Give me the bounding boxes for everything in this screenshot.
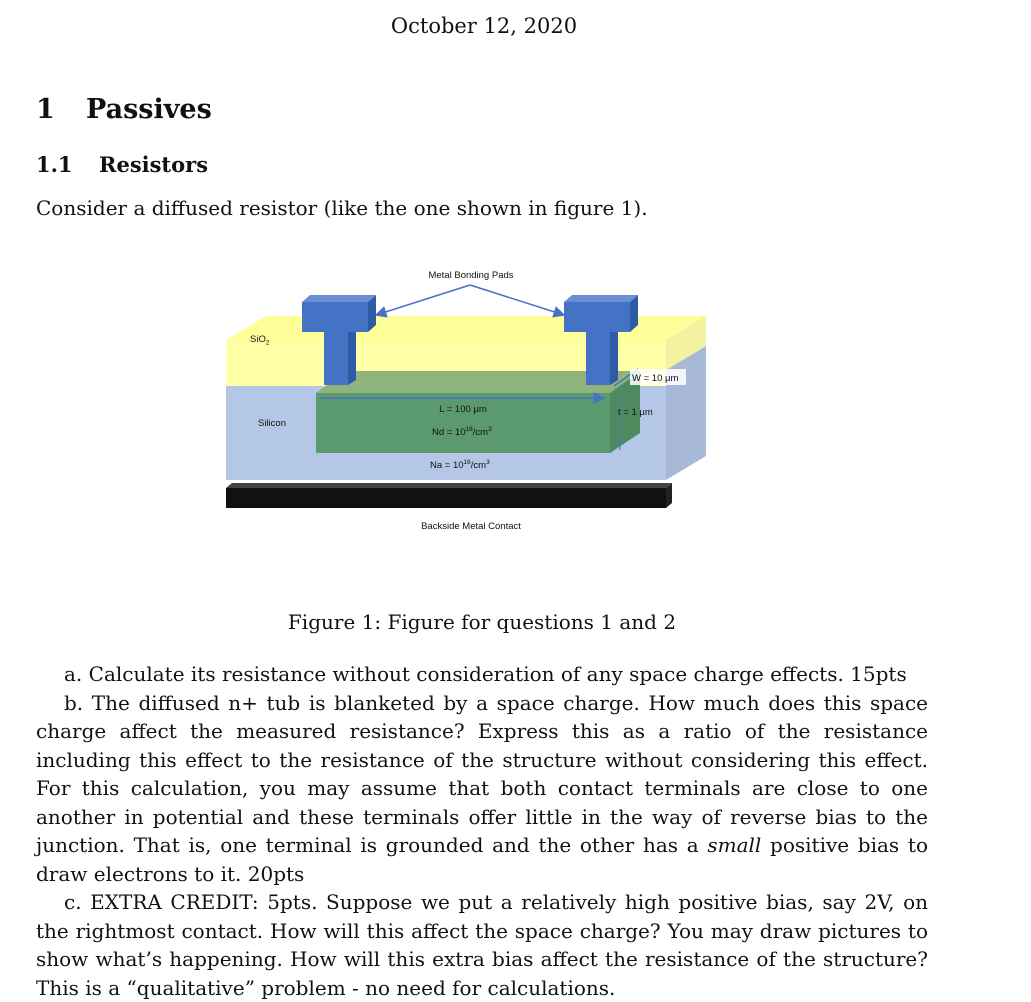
subsection-title: Resistors (99, 152, 209, 177)
backside-contact-label: Backside Metal Contact (421, 521, 521, 532)
thickness-label: t = 1 μm (618, 407, 653, 418)
tub-front-face (316, 393, 610, 453)
silicon-label: Silicon (258, 418, 286, 429)
right-pad-stem-side (610, 326, 618, 385)
question-c: c. EXTRA CREDIT: 5pts. Suppose we put a relatively high positive bias, say 2V, on the rightmost contact. How will this affect the space charge? You may draw pictures to show what’s happening. How will this extra bias affect the resistance of the structure? This is a “qualitative” problem - no need for calculations. (36, 890, 928, 1000)
intro-paragraph: Consider a diffused resistor (like the one shown in figure 1). (36, 196, 648, 220)
pad-arrow-left (376, 285, 470, 315)
pad-arrow-right (470, 285, 564, 315)
length-label: L = 100 μm (439, 404, 487, 415)
left-metal-pad (302, 302, 368, 332)
left-pad-stem (324, 332, 348, 385)
figure-caption: Figure 1: Figure for questions 1 and 2 (287, 610, 677, 634)
document-date: October 12, 2020 (390, 14, 578, 38)
width-label: W = 10 μm (632, 373, 679, 384)
right-metal-pad (564, 302, 630, 332)
subsection-number: 1.1 (36, 152, 73, 177)
backside-metal-contact (226, 488, 666, 508)
right-pad-top (564, 295, 638, 302)
question-b: b. The diffused n+ tub is blanketed by a space charge. How much does this space charge affect the measured resistance? Express this as a ratio of the resistance including this effect to the resistance of the structure without considering this effect. For this calculation, you may assume that both contact terminals are close to one another in potential and these terminals offer little in the way of reverse bias to the junction. That is, one terminal is grounded and the other has a small positive bias to draw electrons to it. 20pts (36, 690, 928, 886)
section-number: 1 (36, 94, 55, 125)
question-a: a. Calculate its resistance without consideration of any space charge effects. 15pts (64, 662, 907, 686)
na-label: $Na = 10^{16}/cm^3$ (430, 459, 490, 471)
right-pad-stem (586, 332, 610, 385)
sio2-label: SiO$_2$ (250, 334, 270, 347)
section-heading (36, 94, 212, 125)
metal-pads-label: Metal Bonding Pads (428, 270, 514, 281)
section-title: Passives (86, 94, 212, 125)
backside-contact-top (226, 483, 672, 488)
nd-label: $Nd = 10^{18}/cm^3$ (432, 426, 492, 438)
left-pad-top (302, 295, 376, 302)
subsection-heading (36, 152, 208, 177)
problem-list (36, 660, 928, 1002)
diffused-resistor-figure (200, 255, 720, 555)
left-pad-stem-side (348, 326, 356, 385)
